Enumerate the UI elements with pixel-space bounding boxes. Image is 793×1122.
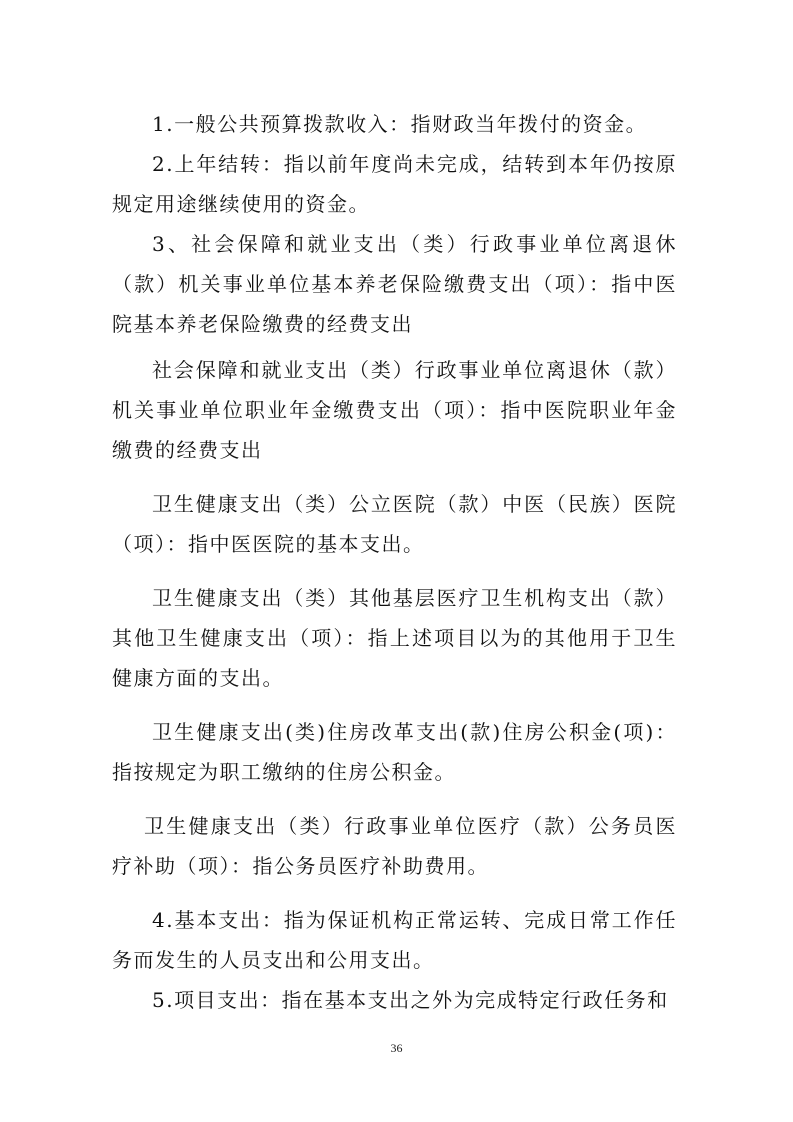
- paragraph-civil-servant-medical-subsidy: 卫生健康支出（类）行政事业单位医疗（款）公务员医疗补助（项）：指公务员医疗补助费用。: [112, 814, 677, 878]
- paragraph-general-budget-income: 1.一般公共预算拨款收入：指财政当年拨付的资金。: [152, 112, 648, 136]
- paragraph-other-health-expenditure: 卫生健康支出（类）其他基层医疗卫生机构支出（款）其他卫生健康支出（项）：指上述项目以为的其他用于卫生健康方面的支出。: [112, 586, 677, 690]
- paragraph-pension-insurance-expenditure: 3、社会保障和就业支出（类）行政事业单位离退休（款）机关事业单位基本养老保险缴费支出（项）：指中医院基本养老保险缴费的经费支出: [112, 232, 677, 336]
- document-body: [112, 104, 677, 1020]
- paragraph-housing-fund-expenditure: 卫生健康支出(类)住房改革支出(款)住房公积金(项)：指按规定为职工缴纳的住房公积金。: [112, 720, 677, 784]
- page-number: 36: [390, 1041, 403, 1055]
- paragraph-occupational-annuity-expenditure: 社会保障和就业支出（类）行政事业单位离退休（款）机关事业单位职业年金缴费支出（项）：指中医院职业年金缴费的经费支出: [112, 358, 677, 462]
- paragraph-project-expenditure: 5.项目支出：指在基本支出之外为完成特定行政任务和: [152, 988, 669, 1012]
- paragraph-basic-expenditure: 4.基本支出：指为保证机构正常运转、完成日常工作任务而发生的人员支出和公用支出。: [112, 908, 677, 972]
- paragraph-tcm-hospital-expenditure: 卫生健康支出（类）公立医院（款）中医（民族）医院（项）：指中医医院的基本支出。: [112, 492, 677, 556]
- paragraph-prior-year-carryover: 2.上年结转：指以前年度尚未完成，结转到本年仍按原规定用途继续使用的资金。: [112, 152, 677, 216]
